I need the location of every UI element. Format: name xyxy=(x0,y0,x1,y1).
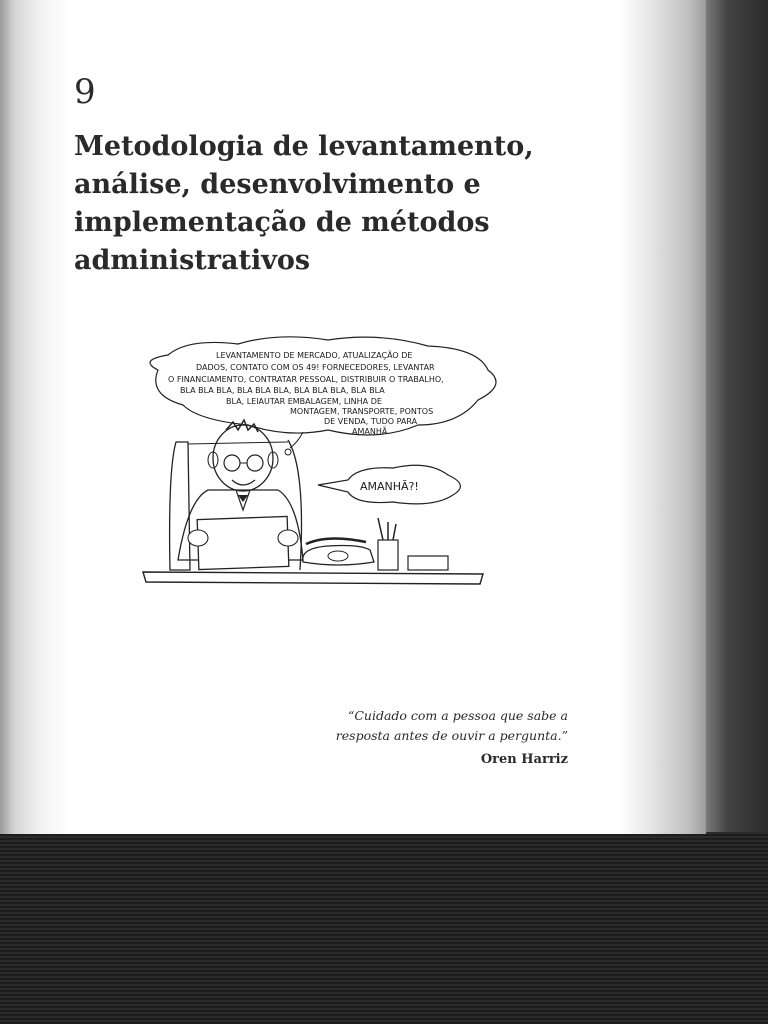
epigraph-line-1: “Cuidado com a pessoa que sabe a xyxy=(347,708,568,723)
thought-line-8: AMANHÃ. xyxy=(352,427,390,436)
telephone xyxy=(303,546,374,566)
epigraph-author: Oren Harriz xyxy=(480,752,568,767)
chapter-number: 9 xyxy=(74,72,96,112)
scanner-edge-bottom xyxy=(0,832,768,1024)
desk-box xyxy=(408,556,448,570)
chapter-title: Metodologia de levantamento, análise, desenvolvimento e implementação de métodos administrativos xyxy=(74,131,534,276)
thought-line-4: BLA BLA BLA, BLA BLA BLA, BLA BLA BLA, BLA BLA xyxy=(180,386,385,395)
cartoon-illustration xyxy=(128,330,518,600)
thought-line-2: DADOS, CONTATO COM OS 49! FORNECEDORES, LEVANTAR xyxy=(196,363,435,372)
thought-line-6: MONTAGEM, TRANSPORTE, PONTOS xyxy=(290,407,434,416)
paper-sheet xyxy=(197,516,289,569)
thought-line-1: LEVANTAMENTO DE MERCADO, ATUALIZAÇÃO DE xyxy=(216,351,413,360)
desk xyxy=(143,572,483,584)
speech-text: AMANHÃ?! xyxy=(360,480,419,493)
epigraph-line-2: resposta antes de ouvir a pergunta.” xyxy=(335,728,568,743)
thought-line-3: O FINANCIAMENTO, CONTRATAR PESSOAL, DISTRIBUIR O TRABALHO, xyxy=(168,375,444,384)
epigraph-quote xyxy=(268,706,568,746)
man-head xyxy=(213,425,273,491)
thought-line-5: BLA, LEIAUTAR EMBALAGEM, LINHA DE xyxy=(226,397,382,406)
thought-line-7: DE VENDA, TUDO PARA xyxy=(324,417,418,426)
scanner-edge-right xyxy=(700,0,768,840)
pen-cup xyxy=(378,540,398,570)
